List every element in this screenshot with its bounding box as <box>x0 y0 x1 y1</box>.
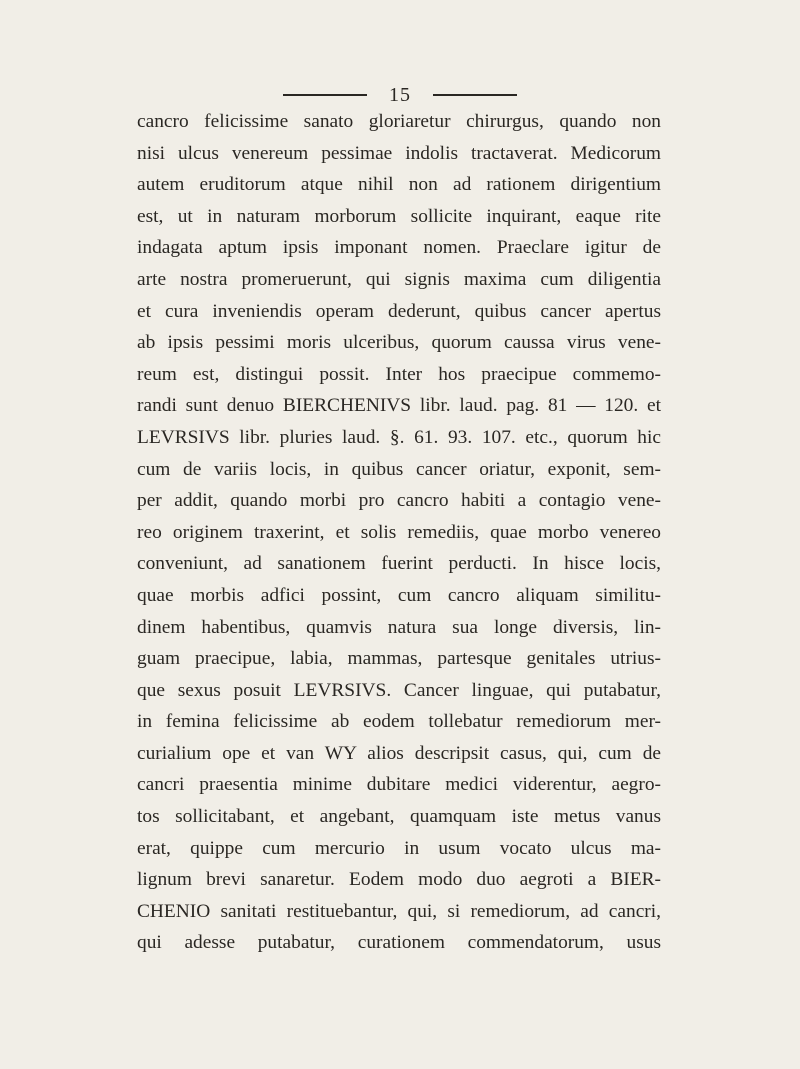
text-line: curialium ope et van WY alios descripsit casus, qui, cum de <box>137 742 661 764</box>
header-rule-right <box>433 94 517 96</box>
text-line: arte nostra promeruerunt, qui signis maxima cum diligentia <box>137 268 661 290</box>
text-line: reum est, distingui possit. Inter hos praecipue commemo- <box>137 363 661 385</box>
text-line: autem eruditorum atque nihil non ad rationem dirigentium <box>137 174 661 196</box>
page-number: 15 <box>389 83 411 106</box>
header-rule-left <box>283 94 367 96</box>
text-line: cancro felicissime sanato gloriaretur chirurgus, quando non <box>137 111 661 132</box>
text-line: cancri praesentia minime dubitare medici viderentur, aegro- <box>137 774 661 796</box>
text-line: lignum brevi sanaretur. Eodem modo duo aegroti a BIER- <box>137 869 661 891</box>
text-line: guam praecipue, labia, mammas, partesque genitales utrius- <box>137 648 661 670</box>
text-line: est, ut in naturam morborum sollicite inquirant, eaque rite <box>137 205 661 227</box>
text-line: qui adesse putabatur, curationem commendatorum, usus <box>137 932 661 954</box>
text-line: erat, quippe cum mercurio in usum vocato ulcus ma- <box>137 837 661 859</box>
text-line: tos sollicitabant, et angebant, quamquam iste metus vanus <box>137 806 661 828</box>
text-line: et cura inveniendis operam dederunt, quibus cancer apertus <box>137 300 661 322</box>
body-text <box>137 106 661 959</box>
text-line: que sexus posuit LEVRSIVS. Cancer linguae, qui putabatur, <box>137 679 661 701</box>
text-line: LEVRSIVS libr. pluries laud. §. 61. 93. 107. etc., quorum hic <box>137 426 661 448</box>
text-line: ab ipsis pessimi moris ulceribus, quorum caussa virus vene- <box>137 332 661 354</box>
text-line: quae morbis adfici possint, cum cancro aliquam similitu- <box>137 584 661 606</box>
text-line: in femina felicissime ab eodem tollebatur remediorum mer- <box>137 711 661 733</box>
text-line: indagata aptum ipsis imponant nomen. Praeclare igitur de <box>137 237 661 259</box>
text-line: randi sunt denuo BIERCHENIVS libr. laud. pag. 81 — 120. et <box>137 395 661 417</box>
text-line: cum de variis locis, in quibus cancer oriatur, exponit, sem- <box>137 458 661 480</box>
text-line: dinem habentibus, quamvis natura sua longe diversis, lin- <box>137 616 661 638</box>
text-line: nisi ulcus venereum pessimae indolis tractaverat. Medicorum <box>137 142 661 164</box>
text-line: reo originem traxerint, et solis remediis, quae morbo venereo <box>137 521 661 543</box>
text-line: per addit, quando morbi pro cancro habiti a contagio vene- <box>137 490 661 512</box>
text-line: CHENIO sanitati restituebantur, qui, si remediorum, ad cancri, <box>137 900 661 922</box>
text-line: conveniunt, ad sanationem fuerint perducti. In hisce locis, <box>137 553 661 575</box>
